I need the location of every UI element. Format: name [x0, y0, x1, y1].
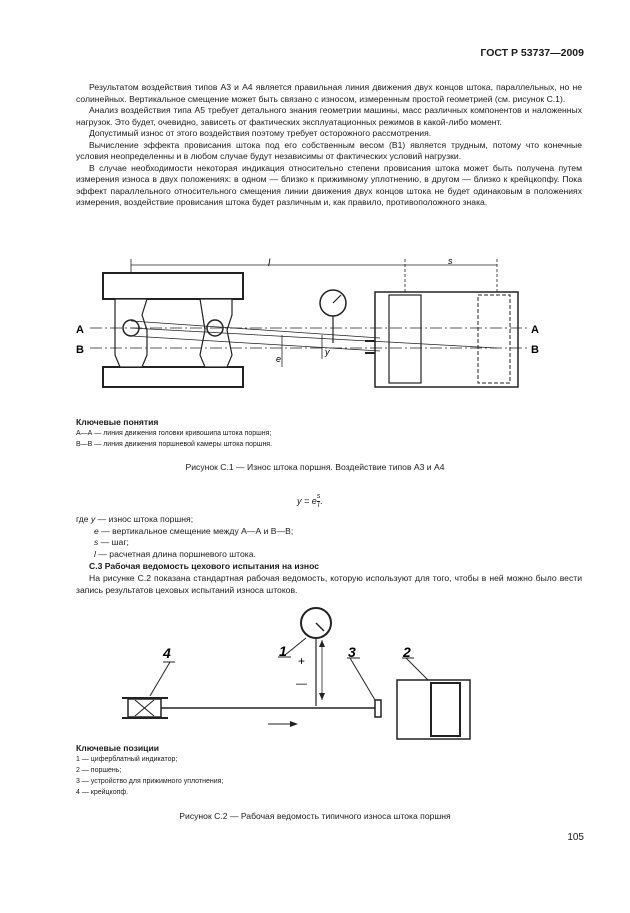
figure1-legend-item: В—В — линия движения поршневой камеры штока поршня. — [76, 441, 273, 448]
label-b-right: B — [531, 344, 539, 356]
crosshead-top-frame — [103, 273, 243, 299]
page-number: 105 — [567, 832, 584, 843]
rod-line-2 — [131, 336, 380, 351]
label-y: y — [325, 347, 330, 357]
paragraph: Результатом воздействия типов А3 и А4 является правильная линия движения двух концов штока, параллельных, но не солинейных. Вертикальное смещение может быть связано с износом, измеренным простой геометрией (см. рисунок С.1). — [76, 82, 582, 104]
crosshead-bottom-frame — [103, 367, 243, 387]
label-l: l — [268, 258, 271, 269]
figure2-legend-title: Ключевые позиции — [76, 743, 160, 753]
section-paragraph: На рисунке С.2 показана стандартная рабочая ведомость, которую используют для того, чтобы в ней можно было вести запись результатов цеховых испытаний износа штоков. — [76, 573, 582, 595]
formula-end: . — [320, 495, 323, 506]
formula-denominator: l — [317, 502, 320, 509]
formula-eq: = — [304, 495, 310, 506]
formula-e: e — [311, 495, 317, 506]
section-text-block — [76, 573, 582, 596]
paragraph: Допустимый износ от этого воздействия поэтому требует осторожного рассмотрения. — [89, 128, 432, 138]
label-b-left: B — [76, 344, 84, 356]
where-item: где y — износ штока поршня; — [76, 514, 194, 524]
label-1: 1 — [279, 643, 287, 659]
figure1-legend-title: Ключевые понятия — [76, 417, 159, 427]
label-2: 2 — [403, 644, 411, 660]
figure-c1-diagram — [0, 255, 630, 405]
label-3: 3 — [348, 644, 356, 660]
paragraph: В случае необходимости некоторая индикация относительно степени провисания штока может быть получена путем измерения износа в двух положениях: в одном — близко к прижимному уплотнению, в другом — близко к крейцкопфу. Пока эффект параллельного относительного смещения линии движения двух концов штока не будет одинаковым в положениях измерения, воздействие провисания штока будет различным и, как правило, противоположного знака. — [76, 162, 582, 207]
figure2-legend-item: 4 — крейцкопф. — [76, 789, 129, 796]
paragraph: Вычисление эффекта провисания штока под его собственным весом (В1) является трудным, потому что конечные условия неопределенны и в любом случае будут независимы от фактических условий нагрузки. — [76, 139, 582, 161]
label-minus: — — [296, 678, 307, 690]
where-item: s — шаг; — [94, 537, 129, 547]
formula-lhs: y — [297, 495, 302, 506]
gland-icon — [375, 700, 381, 717]
document-header: ГОСТ Р 53737—2009 — [480, 47, 584, 59]
label-s: s — [448, 256, 453, 266]
where-item: e — вертикальное смещение между А—А и В—В; — [94, 525, 294, 536]
label-4: 4 — [163, 645, 171, 661]
figure-c2-diagram — [0, 600, 630, 740]
label-plus: + — [298, 654, 306, 668]
section-title: С.3 Рабочая ведомость цехового испытания на износ — [89, 561, 320, 571]
figure2-legend-item: 2 — поршень; — [76, 767, 122, 774]
formula — [297, 493, 323, 510]
body-text — [76, 82, 582, 209]
paragraph: Анализ воздействия типа А5 требует детального знания геометрии машины, масс различных компонентов и наложенных нагрузок. Это будет, очевидно, зависеть от фактических эксплуатационных режимов в какой-либо момент. — [76, 105, 582, 127]
label-a-left: A — [76, 324, 84, 336]
figure2-legend-item: 3 — устройство для прижимного уплотнения; — [76, 778, 224, 785]
where-list — [76, 514, 293, 560]
piston-icon — [431, 683, 460, 736]
figure2-caption: Рисунок С.2 — Рабочая ведомость типичного износа штока поршня — [179, 811, 451, 821]
label-e: e — [276, 354, 282, 364]
where-item: l — расчетная длина поршневого штока. — [94, 548, 256, 559]
cylinder-body — [375, 292, 518, 387]
figure1-legend-item: А—А — линия движения головки кривошипа штока поршня; — [76, 430, 272, 437]
formula-numerator: s — [316, 493, 321, 500]
figure2-legend-item: 1 — циферблатный индикатор; — [76, 756, 178, 763]
figure1-caption: Рисунок С.1 — Износ штока поршня. Воздействие типов А3 и А4 — [185, 462, 445, 472]
label-a-right: A — [531, 324, 539, 336]
